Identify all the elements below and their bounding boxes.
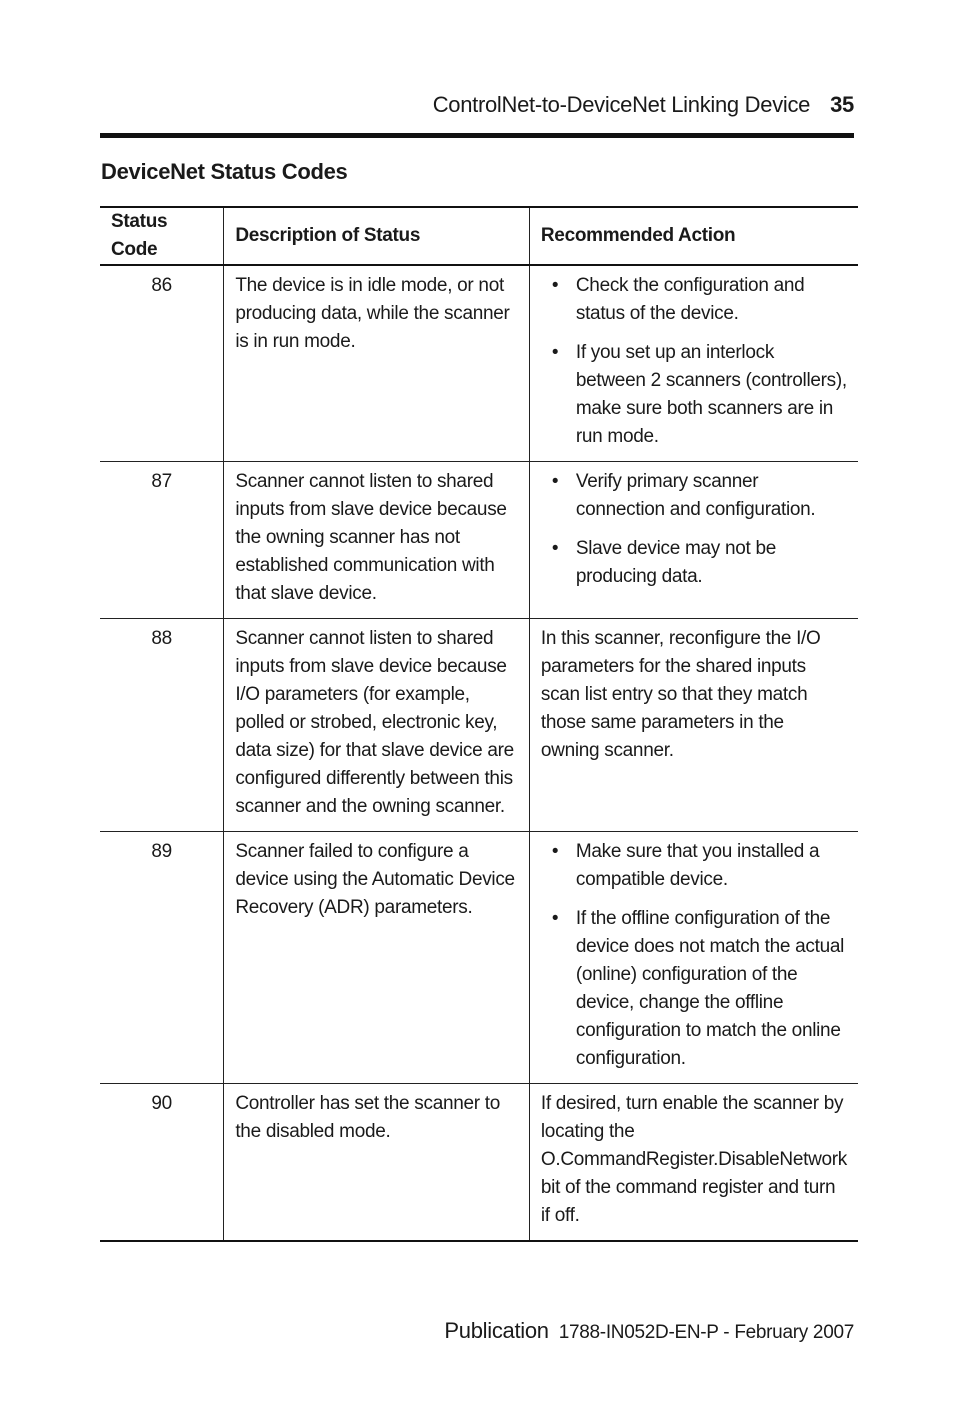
bullet-icon: • xyxy=(551,342,559,363)
recommended-action-cell: In this scanner, reconfigure the I/O parameters for the shared inputs scan list entry so that they match those same parameters in the owning scanner. xyxy=(529,619,858,832)
action-list-item xyxy=(541,339,847,451)
bullet-icon: • xyxy=(551,841,559,862)
running-header xyxy=(433,92,854,118)
description-cell: Scanner failed to configure a device using the Automatic Device Recovery (ADR) parameters. xyxy=(224,832,530,1084)
page-number: 35 xyxy=(830,92,854,117)
action-list xyxy=(541,468,847,591)
column-header-action: Recommended Action xyxy=(529,207,858,265)
table-row xyxy=(100,1084,858,1242)
table-row xyxy=(100,462,858,619)
status-code-cell: 88 xyxy=(100,619,224,832)
table-body xyxy=(100,265,858,1241)
bullet-icon: • xyxy=(551,275,559,296)
bullet-icon: • xyxy=(551,908,559,929)
column-header-status-code: Status Code xyxy=(100,207,224,265)
action-item-text: If the offline configuration of the device does not match the actual (online) configuration of the device, change the offline configuration to match the online configuration. xyxy=(575,908,845,1069)
action-list xyxy=(541,838,847,1073)
action-list xyxy=(541,272,847,451)
status-code-cell: 89 xyxy=(100,832,224,1084)
bullet-icon: • xyxy=(551,471,559,492)
header-rule xyxy=(100,133,854,138)
recommended-action-cell xyxy=(529,832,858,1084)
table-row xyxy=(100,619,858,832)
action-item-text: Make sure that you installed a compatible device. xyxy=(575,841,820,890)
recommended-action-cell xyxy=(529,462,858,619)
recommended-action-cell: If desired, turn enable the scanner by locating the O.CommandRegister.DisableNetwork bit of the command register and turn if off. xyxy=(529,1084,858,1242)
footer xyxy=(444,1318,854,1344)
description-cell: Controller has set the scanner to the disabled mode. xyxy=(224,1084,530,1242)
column-header-description: Description of Status xyxy=(224,207,530,265)
section-title: DeviceNet Status Codes xyxy=(101,159,348,184)
description-cell: Scanner cannot listen to shared inputs from slave device because the owning scanner has not established communication with that slave device. xyxy=(224,462,530,619)
action-item-text: If you set up an interlock between 2 scanners (controllers), make sure both scanners are in run mode. xyxy=(575,342,847,447)
status-code-cell: 90 xyxy=(100,1084,224,1242)
bullet-icon: • xyxy=(551,538,559,559)
publication-id: 1788-IN052D-EN-P - February 2007 xyxy=(558,1322,854,1343)
action-list-item xyxy=(541,468,847,524)
action-list-item xyxy=(541,838,847,894)
action-list-item xyxy=(541,905,847,1073)
document-title: ControlNet-to-DeviceNet Linking Device xyxy=(432,92,811,117)
publication-label: Publication xyxy=(444,1318,549,1343)
description-cell: Scanner cannot listen to shared inputs from slave device because I/O parameters (for example, polled or strobed, electronic key, data size) for that slave device are configured differently between this scanner and the owning scanner. xyxy=(224,619,530,832)
action-item-text: Verify primary scanner connection and configuration. xyxy=(575,471,816,520)
table-row xyxy=(100,265,858,462)
status-codes-table xyxy=(100,206,858,1242)
action-item-text: Check the configuration and status of the device. xyxy=(575,275,805,324)
action-list-item xyxy=(541,535,847,591)
description-cell: The device is in idle mode, or not producing data, while the scanner is in run mode. xyxy=(224,265,530,462)
table-header-row xyxy=(100,207,858,265)
action-item-text: Slave device may not be producing data. xyxy=(575,538,776,587)
action-list-item xyxy=(541,272,847,328)
status-code-cell: 86 xyxy=(100,265,224,462)
recommended-action-cell xyxy=(529,265,858,462)
status-code-cell: 87 xyxy=(100,462,224,619)
table-row xyxy=(100,832,858,1084)
